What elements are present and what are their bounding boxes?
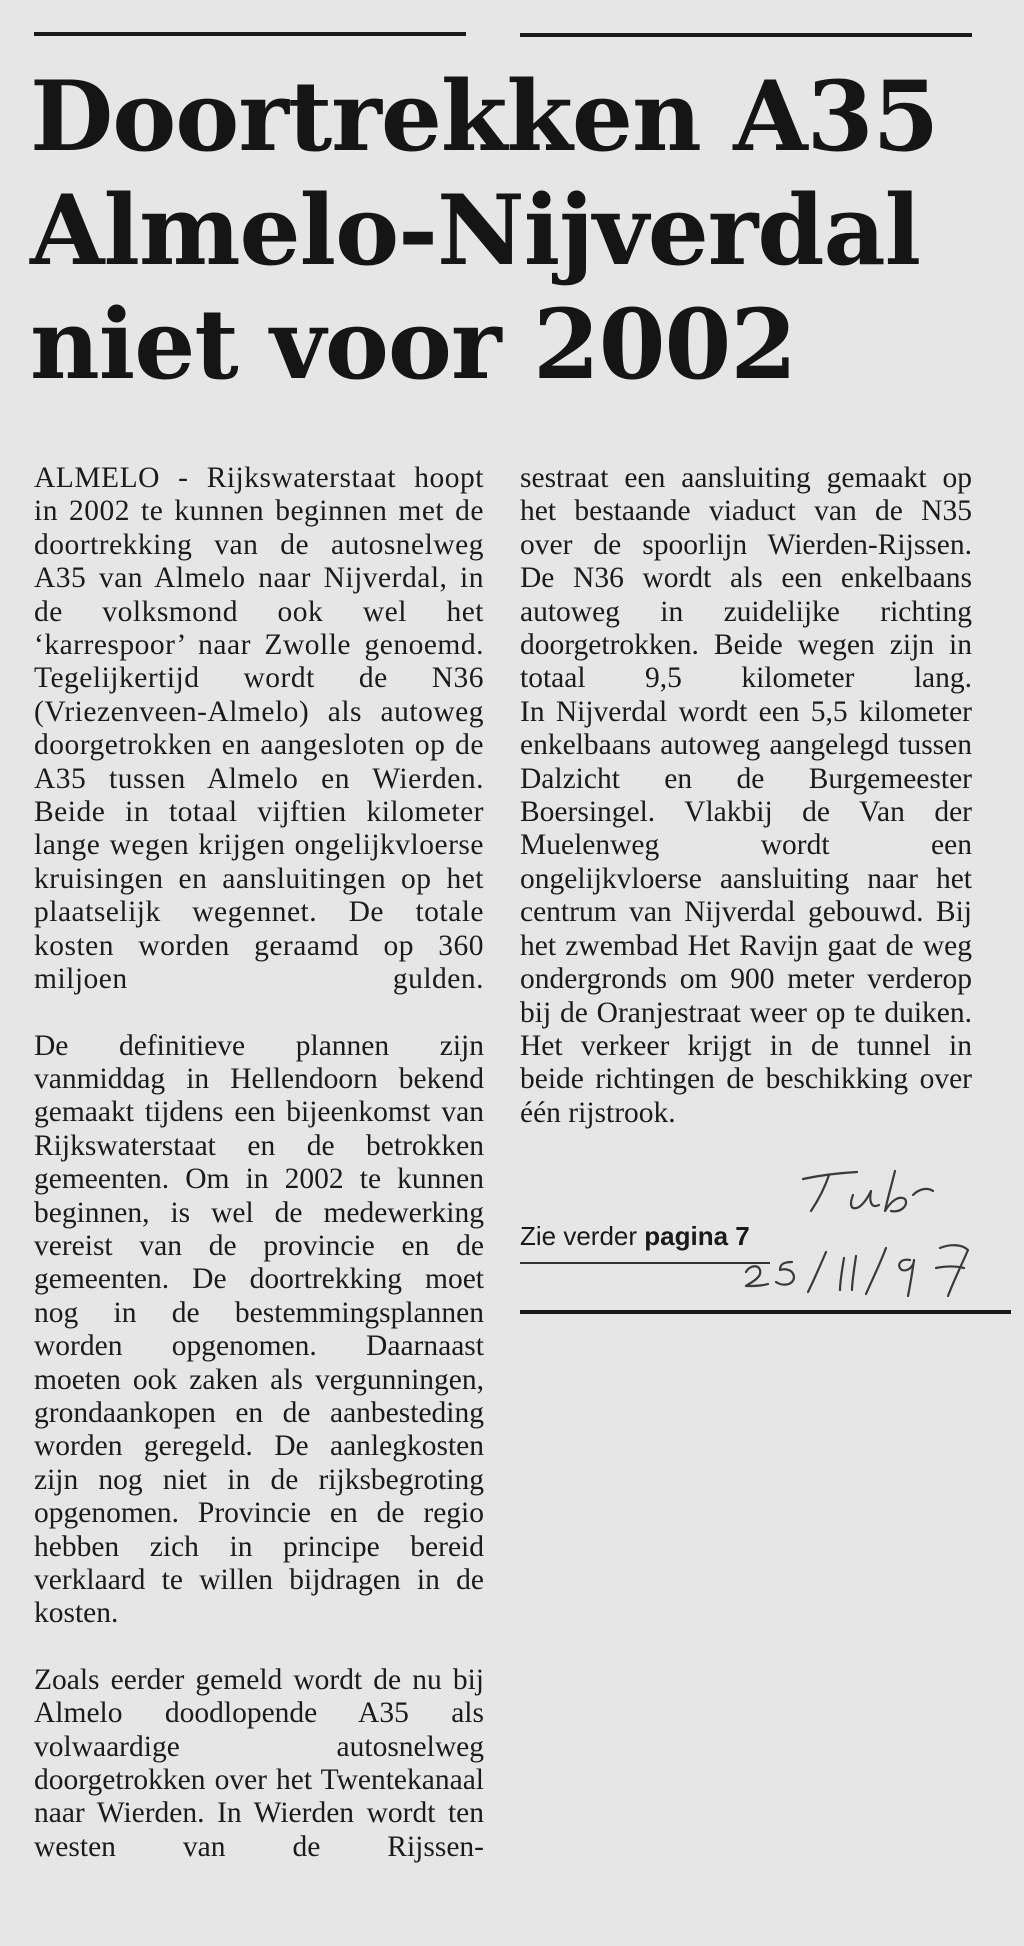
article-paragraph-4: sestraat een aansluiting gemaakt op het bestaande viaduct van de N35 over de spoorlijn Wierden-Rijssen. De N36 wordt als een enkelbaans autoweg in zuidelijke richting doorgetrokken. Beide wegen zijn in totaal 9,5 kilometer lang. — [520, 462, 972, 695]
headline-line-3: niet voor 2002 — [30, 288, 797, 401]
article-paragraph-5: In Nijverdal wordt een 5,5 kilometer enkelbaans autoweg aangelegd tussen Dalzicht en de Burgemeester Boersingel. Vlakbij de Van der Muelenweg wordt een ongelijkvloerse aansluiting naar het centrum van Nijverdal gebouwd. Bij het zwembad Het Ravijn gaat de weg ondergronds om 900 meter verderop bij de Oranjestraat weer op te duiken. Het verkeer krijgt in de tunnel in beide richtingen de beschikking over één rijstrook. — [520, 695, 972, 1129]
continued-on-underline — [520, 1262, 770, 1264]
article-paragraph-1: ALMELO - Rijkswaterstaat hoopt in 2002 te kunnen beginnen met de doortrekking van de autosnelweg A35 van Almelo naar Nijverdal, in de volksmond ook wel het ‘karrespoor’ naar Zwolle genoemd. Tegelijkertijd wordt de N36 (Vriezenveen-Almelo) als autoweg doorgetrokken en aangesloten op de A35 tussen Almelo en Wierden. Beide in totaal vijftien kilometer lange wegen krijgen ongelijkvloerse kruisingen en aansluitingen op het plaatselijk wegennet. De totale kosten worden geraamd op 360 miljoen gulden. — [34, 462, 484, 996]
article-paragraph-2: De definitieve plannen zijn vanmiddag in Hellendoorn bekend gemaakt tijdens een bijeenkomst van Rijkswaterstaat en de betrokken gemeenten. Om in 2002 te kunnen beginnen, is wel de medewerking vereist van de provincie en de gemeenten. De doortrekking moet nog in de bestemmingsplannen worden opgenomen. Daarnaast moeten ook zaken als vergunningen, grondaankopen en de aanbesteding worden geregeld. De aanlegkosten zijn nog niet in de rijksbegroting opgenomen. Provincie en de regio hebben zich in principe bereid verklaard te willen bijdragen in de kosten. — [34, 1029, 484, 1630]
headline — [30, 60, 990, 402]
continued-on-reference — [520, 1221, 750, 1251]
top-rule-right — [520, 33, 972, 37]
continued-on-page: pagina 7 — [644, 1221, 750, 1251]
headline-line-1: Doortrekken A35 — [30, 60, 939, 173]
handwritten-source-annotation — [795, 1165, 965, 1225]
article-paragraph-3: Zoals eerder gemeld wordt de nu bij Almelo doodlopende A35 als volwaardige autosnelweg doorgetrokken over het Twentekanaal naar Wierden. In Wierden wordt ten westen van de Rijssen- — [34, 1663, 484, 1863]
top-rule-left — [34, 32, 466, 36]
article-column-right — [520, 462, 972, 1130]
bottom-rule — [520, 1310, 1011, 1314]
article-column-left — [34, 462, 484, 1864]
handwritten-date-annotation — [740, 1230, 990, 1310]
headline-line-2: Almelo-Nijverdal — [30, 174, 921, 287]
continued-on-prefix: Zie verder — [520, 1221, 645, 1251]
